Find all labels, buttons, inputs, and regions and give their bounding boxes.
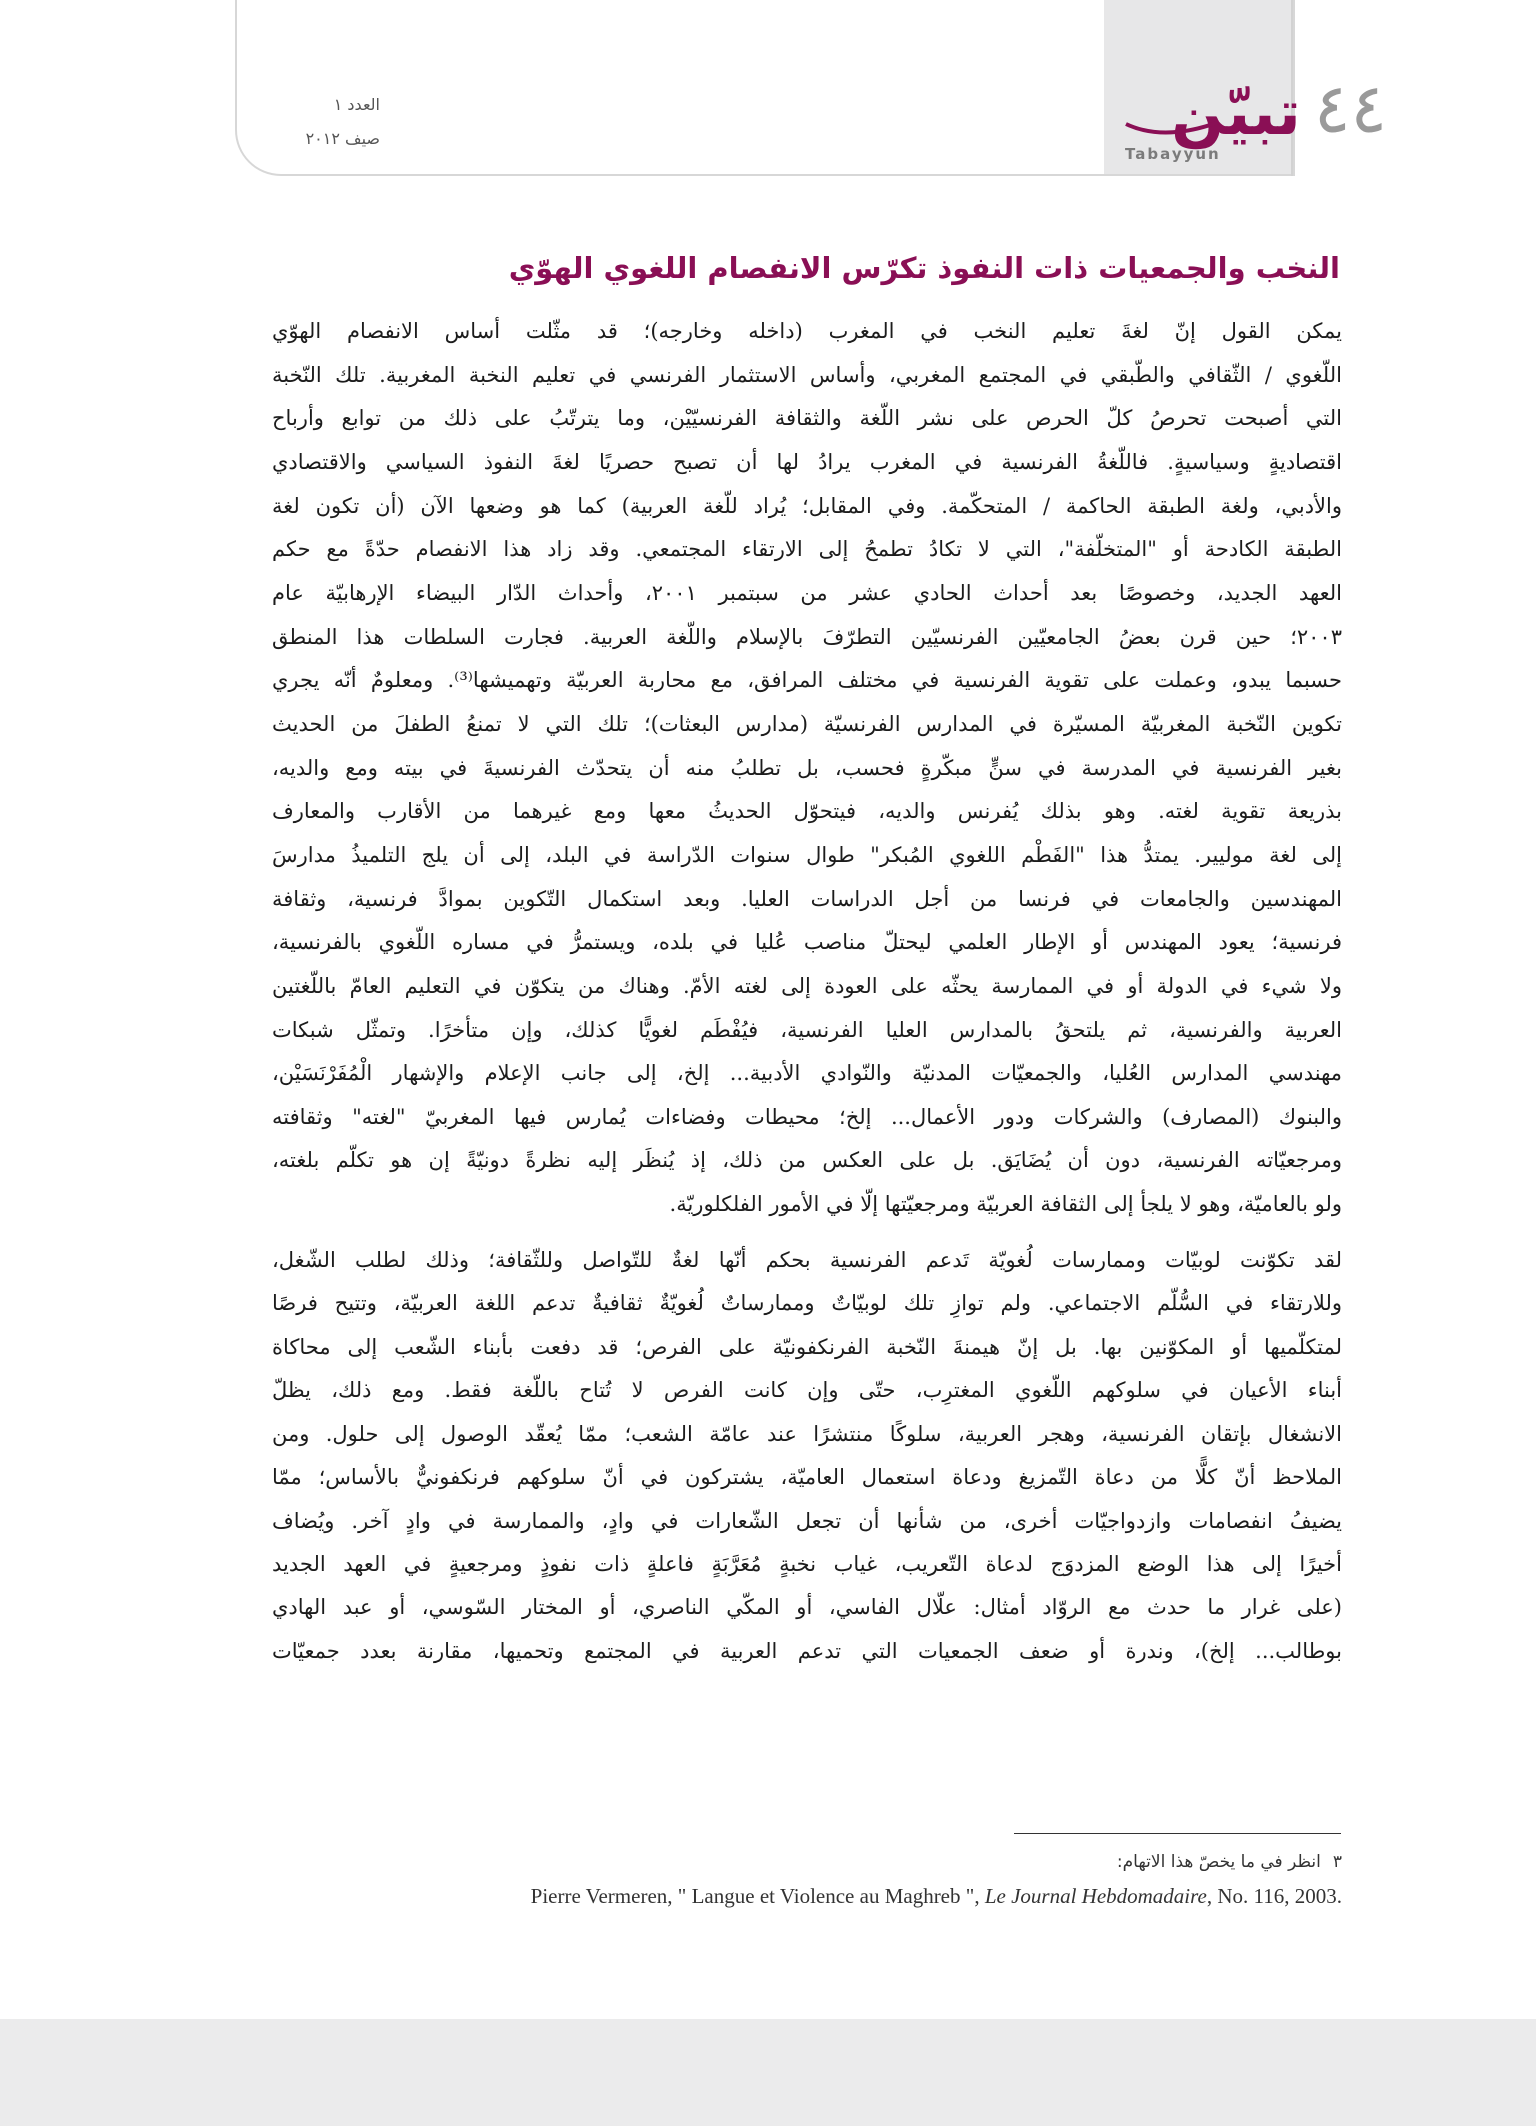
text-line: اقتصاديةٍ وسياسيةٍ. فاللّغةُ الفرنسية في المغرب يرادُ لها أن تصبح حصريًا لغةَ النفوذ السياسي والاقتصادي bbox=[272, 449, 1342, 474]
text-line: ولو بالعاميّة، وهو لا يلجأ إلى الثقافة العربيّة ومرجعيّتها إلّا في الأمور الفلكلوريّة. bbox=[669, 1192, 1342, 1217]
text-line: والبنوك (المصارف) والشركات ودور الأعمال... إلخ؛ محيطات وفضاءات يُمارس فيها المغربيّ "لغته" وثقافته bbox=[272, 1104, 1342, 1129]
footnote-divider bbox=[1014, 1833, 1341, 1834]
text-line: حسبما يبدو، وعملت على تقوية الفرنسية في مختلف المرافق، مع محاربة العربيّة وتهميشها⁽³⁾. ومعلومٌ أنّه يجري bbox=[272, 668, 1343, 693]
issue-label: العدد ١ bbox=[333, 95, 380, 114]
text-line: الملاحظ أنّ كلًّا من دعاة التّمزيغ ودعاة استعمال العاميّة، يشتركون في أنّ سلوكهم فرنكفونيٌّ بالأساس؛ ممّا bbox=[272, 1465, 1342, 1490]
text-line: يضيفُ انفصامات وازدواجيّات أخرى، من شأنها أن تجعل الشّعارات في وادٍ، والممارسة في وادٍ آخر. ويُضاف bbox=[272, 1508, 1342, 1533]
text-line: ومرجعيّاته الفرنسية، دون أن يُضَايَق. بل على العكس من ذلك، إذ يُنظَر إليه نظرةً دونيّةً إن هو تكلّم بلغته، bbox=[272, 1148, 1342, 1173]
text-line: أخيرًا إلى هذا الوضع المزدوَج لدعاة التّعريب، غياب نخبةٍ مُعَرَّبَةٍ فاعلةٍ ذات نفوذٍ ومرجعيةٍ في العهد الجديد bbox=[272, 1551, 1342, 1576]
text-line: الطبقة الكادحة أو "المتخلّفة"، التي لا تكادُ تطمحُ إلى الارتقاء المجتمعي. وقد زاد هذا الانفصام حدّةً مع حكم bbox=[272, 537, 1342, 562]
text-line: العهد الجديد، وخصوصًا بعد أحداث الحادي عشر من سبتمبر ٢٠٠١، وأحداث الدّار البيضاء الإرهابيّة عام bbox=[272, 580, 1342, 605]
text-line: أبناء الأعيان في سلوكهم اللّغوي المغترِب، حتّى وإن كانت الفرص لا تُتاح باللّغة فقط. ومع ذلك، يظلّ bbox=[272, 1378, 1342, 1403]
text-line: تكوين النّخبة المغربيّة المسيّرة في المدارس الفرنسيّة (مدارس البعثات)؛ تلك التي لا تمنعُ الطفلَ من الحديث bbox=[272, 711, 1342, 736]
text-line: يمكن القول إنّ لغةَ تعليم النخب في المغرب (داخله وخارجه)؛ قد مثّلت أساس الانفصام الهوّي bbox=[272, 319, 1342, 343]
text-line: مهندسي المدارس العُليا، والجمعيّات المدنيّة والنّوادي الأدبية... إلخ، إلى جانب الإعلام والإشهار الْمُفَرْنَسَيْن، bbox=[272, 1061, 1342, 1086]
page-number: ٤٤ bbox=[1313, 70, 1388, 149]
footnote bbox=[330, 1845, 1342, 1913]
text-line: الانشغال بإتقان الفرنسية، وهجر العربية، سلوكًا منتشرًا عند عامّة الشعب؛ ممّا يُعقّد الوصول إلى حلول. ومن bbox=[272, 1421, 1342, 1446]
footnote-intro-line bbox=[330, 1845, 1342, 1879]
article-body bbox=[272, 310, 1342, 1673]
text-line: لمتكلّميها أو المكوّنين بها. بل إنّ هيمنةَ النّخبة الفرنكفونيّة على الفرص؛ قد دفعت بأبناء الشّعب إلى محاكاة bbox=[272, 1334, 1342, 1359]
text-line: إلى لغة موليير. يمتدُّ هذا "الفَطْم اللغوي المُبكر" طوال سنوات الدّراسة في البلد، إلى أن يلج التلميذُ مدارسَ bbox=[272, 842, 1342, 867]
footnote-reference bbox=[330, 1879, 1342, 1913]
text-line: ولا شيء في الدولة أو في الممارسة يحثّه على العودة إلى لغته الأمّ. وهناك من يتكوّن في التعليم العامّ باللّغتين bbox=[272, 973, 1342, 998]
logo-arabic-text: تبيّن bbox=[1171, 76, 1301, 149]
text-line: المهندسين والجامعات في فرنسا من أجل الدراسات العليا. وبعد استكمال التّكوين بموادَّ فرنسية، وثقافة bbox=[272, 886, 1342, 911]
footnote-ref-details: , No. 116, 2003. bbox=[1206, 1884, 1342, 1908]
paragraph-2 bbox=[272, 1239, 1342, 1674]
page-bottom-band bbox=[0, 2019, 1536, 2126]
text-line: التي أصبحت تحرصُ كلّ الحرص على نشر اللّغة والثقافة الفرنسيّيْن، وما يترتّبُ على ذلك من توابع وأرباح bbox=[272, 406, 1342, 431]
text-line: وللارتقاء في السُّلّم الاجتماعي. ولم توازِ تلك لوبيّاتٌ وممارساتٌ لُغويّةٌ ثقافيةٌ تدعم اللغة العربيّة، وتتيح فرصًا bbox=[272, 1291, 1342, 1316]
paragraph-1 bbox=[272, 310, 1342, 1227]
text-line: بوطالب... إلخ)، وندرة أو ضعف الجمعيات التي تدعم العربية في المجتمع وتحميها، مقارنة بعدد جمعيّات bbox=[272, 1638, 1342, 1663]
issue-info bbox=[270, 88, 380, 156]
text-line: العربية والفرنسية، ثم يلتحقُ بالمدارس العليا الفرنسية، فيُفْطَم لغويًّا كذلك، وإن متأخرًا. وتمثّل شبكات bbox=[272, 1017, 1342, 1042]
section-title: النخب والجمعيات ذات النفوذ تكرّس الانفصام اللغوي الهوّي bbox=[508, 251, 1340, 285]
season-label: صيف ٢٠١٢ bbox=[305, 129, 380, 148]
text-line: والأدبي، ولغة الطبقة الحاكمة / المتحكّمة. وفي المقابل؛ يُراد للّغة العربية) كما هو وضعها الآن (أن تكون لغة bbox=[272, 493, 1342, 518]
text-line: اللّغوي / الثّقافي والطّبقي في المجتمع المغربي، وأساس الاستثمار الفرنسي في تعليم النخبة المغربية. تلك النّخبة bbox=[272, 362, 1342, 387]
footnote-ref-journal: Le Journal Hebdomadaire bbox=[984, 1884, 1207, 1908]
text-line: فرنسية؛ يعود المهندس أو الإطار العلمي ليحتلّ مناصب عُليا في بلده، ويستمرُّ في مساره اللّغوي بالفرنسية، bbox=[272, 930, 1342, 955]
text-line: ٢٠٠٣؛ حين قرن بعضُ الجامعيّين الفرنسيّين التطرّفَ بالإسلام واللّغة العربية. فجارت السلطات هذا المنطق bbox=[272, 624, 1342, 649]
text-line: بذريعة تقوية لغته. وهو بذلك يُفرنس والديه، فيتحوّل الحديثُ معها ومع غيرهما من الأقارب والمعارف bbox=[272, 799, 1342, 824]
footnote-intro: انظر في ما يخصّ هذا الاتهام: bbox=[1116, 1852, 1321, 1872]
text-line: بغير الفرنسية في المدرسة في سنٍّ مبكّرةٍ فحسب، بل تطلبُ منه أن يتحدّث الفرنسيةَ في بيته ومع والديه، bbox=[272, 755, 1342, 780]
logo-latin-text: Tabayyun bbox=[1125, 145, 1221, 163]
footnote-number: ٣ bbox=[1332, 1852, 1342, 1872]
footnote-ref-author: Pierre Vermeren, " Langue et Violence au Maghreb ", bbox=[530, 1884, 985, 1908]
text-line: لقد تكوّنت لوبيّات وممارسات لُغويّة تَدعم الفرنسية بحكم أنّها لغةٌ للتّواصل وللثّقافة؛ وذلك لطلب الشّغل، bbox=[272, 1247, 1342, 1272]
text-line: (على غرار ما حدث مع الروّاد أمثال: علّال الفاسي، أو المكّي الناصري، أو المختار السّوسي، أو عبد الهادي bbox=[272, 1595, 1342, 1620]
